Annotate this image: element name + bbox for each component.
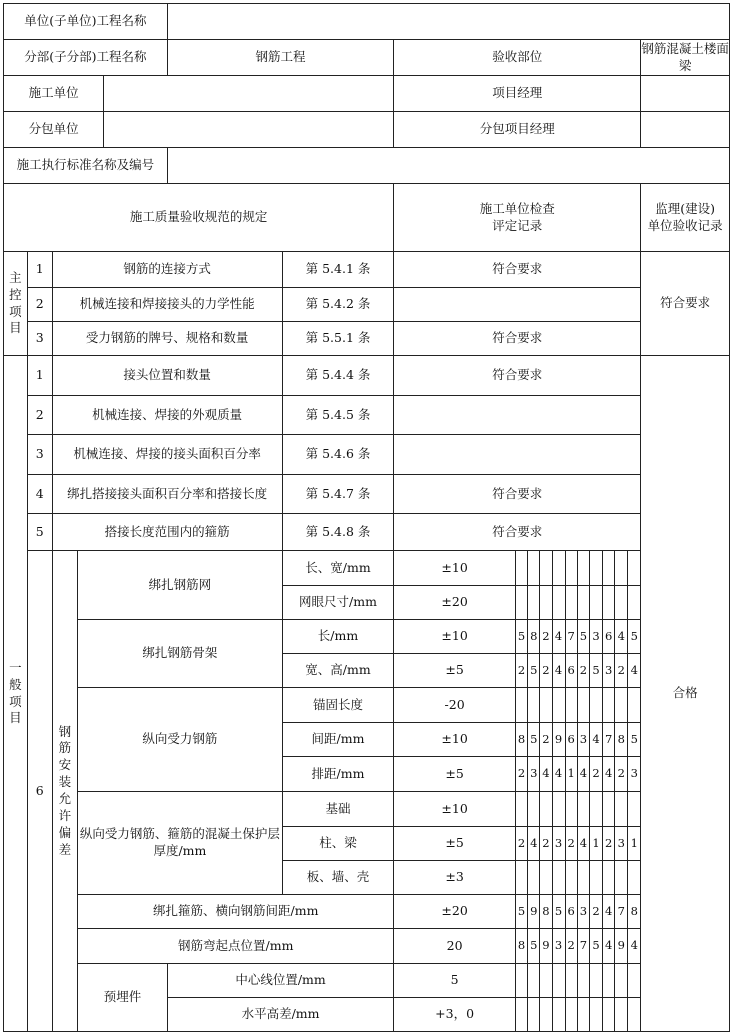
contractor-record[interactable] [394,435,641,475]
measurement-cell[interactable] [540,998,552,1032]
project-manager-label: 项目经理 [394,76,641,112]
measurement-cell[interactable]: 3 [528,757,540,792]
tolerance: ±20 [394,895,516,929]
measurement-cell[interactable] [552,861,565,895]
measurement-cell[interactable]: 9 [552,723,565,757]
measurement-cell[interactable] [528,551,540,586]
measurement-cell[interactable] [552,964,565,998]
general-group-label: 一 般 项 目 [4,356,28,1032]
standard-label: 施工执行标准名称及编号 [4,148,168,184]
deviation-item: 柱、梁 [282,827,394,861]
measurement-cell[interactable]: 2 [515,757,527,792]
contractor-record[interactable]: 符合要求 [394,514,641,551]
measurement-cell[interactable]: 2 [515,827,527,861]
measurement-cell[interactable]: 4 [552,620,565,654]
measurement-cell[interactable]: 2 [603,827,615,861]
measurement-cell[interactable]: 5 [577,620,589,654]
measurement-cell[interactable]: 5 [528,929,540,964]
contractor-record[interactable]: 符合要求 [394,322,641,356]
deviation-item: 绑扎箍筋、横向钢筋间距/mm [78,895,394,929]
subcontractor-label: 分包单位 [4,112,104,148]
measurement-cell[interactable] [565,586,577,620]
clause-ref: 第 5.4.4 条 [282,356,394,396]
measurement-cell[interactable] [615,792,628,827]
subproject-label: 分部(子分部)工程名称 [4,40,168,76]
measurement-cell[interactable] [552,688,565,723]
measurement-cell[interactable]: 4 [628,929,641,964]
general-item-row [4,514,730,551]
item-description: 搭接长度范围内的箍筋 [52,514,282,551]
measurement-cell[interactable]: 4 [628,654,641,688]
measurement-cell[interactable]: 1 [628,827,641,861]
item-description: 绑扎搭接接头面积百分率和搭接长度 [52,475,282,514]
measurement-cell[interactable]: 5 [528,654,540,688]
item-number: 1 [27,252,52,288]
acceptance-part-field[interactable]: 钢筋混凝土楼面梁 [641,40,730,76]
measurement-cell[interactable] [628,586,641,620]
subcontractor-field[interactable] [104,112,394,148]
measurement-cell[interactable]: 8 [615,723,628,757]
measurement-cell[interactable]: 2 [577,654,589,688]
measurement-cell[interactable] [552,998,565,1032]
deviation-row [4,895,730,929]
measurement-cell[interactable] [565,998,577,1032]
measurement-cell[interactable] [552,586,565,620]
measurement-cell[interactable] [577,586,589,620]
measurement-cell[interactable] [628,792,641,827]
contractor-field[interactable] [104,76,394,112]
tolerance: ±10 [394,620,516,654]
measurement-cell[interactable] [589,688,602,723]
measurement-cell[interactable]: 1 [565,757,577,792]
sub-project-manager-field[interactable] [641,112,730,148]
measurement-cell[interactable]: 2 [615,654,628,688]
row-subproject [4,40,730,76]
measurement-cell[interactable]: 1 [589,827,602,861]
measurement-cell[interactable] [589,998,602,1032]
measurement-cell[interactable]: 7 [577,929,589,964]
supervisor-header-line1: 监理(建设) [655,200,716,216]
measurement-cell[interactable] [565,688,577,723]
tolerance: ±10 [394,723,516,757]
tolerance: ±20 [394,586,516,620]
deviation-row [4,792,730,827]
measurement-cell[interactable] [628,688,641,723]
measurement-cell[interactable]: 3 [603,654,615,688]
deviation-item: 水平高差/mm [167,998,394,1032]
contractor-check-header-line1: 施工单位检查 [479,200,555,216]
measurement-cell[interactable] [628,551,641,586]
clause-ref: 第 5.5.1 条 [282,322,394,356]
measurement-cell[interactable] [552,551,565,586]
measurement-cell[interactable] [589,792,602,827]
measurement-cell[interactable] [615,964,628,998]
measurement-cell[interactable]: 7 [603,723,615,757]
measurement-cell[interactable]: 4 [552,654,565,688]
tolerance: ±3 [394,861,516,895]
measurement-cell[interactable] [589,551,602,586]
tolerance: ±5 [394,654,516,688]
measurement-cell[interactable]: 7 [615,895,628,929]
measurement-cell[interactable]: 2 [540,654,552,688]
item-description: 机械连接和焊接接头的力学性能 [52,288,282,322]
measurement-cell[interactable] [540,551,552,586]
deviation-item: 中心线位置/mm [167,964,394,998]
contractor-record[interactable]: 符合要求 [394,356,641,396]
supervisor-result[interactable]: 合格 [641,356,730,1032]
measurement-cell[interactable]: 8 [528,620,540,654]
measurement-cell[interactable] [565,792,577,827]
general-item-row [4,435,730,475]
measurement-cell[interactable] [589,861,602,895]
measurement-cell[interactable] [528,792,540,827]
project-name-field[interactable] [167,4,729,40]
item-description: 接头位置和数量 [52,356,282,396]
clause-ref: 第 5.4.5 条 [282,396,394,435]
item-description: 机械连接、焊接的接头面积百分率 [52,435,282,475]
project-name-label: 单位(子单位)工程名称 [4,4,168,40]
deviation-row [4,964,730,998]
measurement-cell[interactable] [577,688,589,723]
measurement-cell[interactable] [603,688,615,723]
deviation-item: 长/mm [282,620,394,654]
measurement-cell[interactable] [577,998,589,1032]
clause-ref: 第 5.4.6 条 [282,435,394,475]
measurement-cell[interactable] [528,688,540,723]
item-description: 受力钢筋的牌号、规格和数量 [52,322,282,356]
tolerance: ±10 [394,792,516,827]
item-number: 3 [27,322,52,356]
measurement-cell[interactable] [577,861,589,895]
item-number: 2 [27,288,52,322]
general-item-row [4,356,730,396]
deviation-item: 间距/mm [282,723,394,757]
measurement-cell[interactable] [540,964,552,998]
deviation-item: 排距/mm [282,757,394,792]
deviation-group-name: 纵向受力钢筋、箍筋的混凝土保护层厚度/mm [78,792,283,895]
tolerance: ±5 [394,827,516,861]
tolerance: ±10 [394,551,516,586]
measurement-cell[interactable]: 7 [565,620,577,654]
measurement-cell[interactable] [515,964,527,998]
measurement-cell[interactable] [540,861,552,895]
contractor-record[interactable]: 符合要求 [394,475,641,514]
measurement-cell[interactable]: 8 [515,929,527,964]
item-number: 5 [27,514,52,551]
measurement-cell[interactable]: 5 [515,620,527,654]
measurement-cell[interactable]: 8 [540,895,552,929]
row-column-headers [4,184,730,252]
contractor-check-header [394,184,641,252]
standard-field[interactable] [167,148,729,184]
row-contractor [4,76,730,112]
measurement-cell[interactable]: 2 [540,620,552,654]
measurement-cell[interactable] [552,792,565,827]
measurement-cell[interactable] [577,964,589,998]
item-description: 钢筋的连接方式 [52,252,282,288]
measurement-cell[interactable] [540,586,552,620]
measurement-cell[interactable] [603,861,615,895]
clause-ref: 第 5.4.7 条 [282,475,394,514]
measurement-cell[interactable]: 4 [577,827,589,861]
measurement-cell[interactable] [528,586,540,620]
measurement-cell[interactable]: 4 [603,895,615,929]
measurement-cell[interactable] [603,964,615,998]
deviation-item: 锚固长度 [282,688,394,723]
measurement-cell[interactable]: 6 [565,723,577,757]
measurement-cell[interactable]: 3 [628,757,641,792]
measurement-cell[interactable]: 2 [515,654,527,688]
row-standard [4,148,730,184]
item6-number: 6 [27,551,52,1032]
measurement-cell[interactable] [603,998,615,1032]
deviation-item: 宽、高/mm [282,654,394,688]
embed-group-name: 预埋件 [78,964,168,1032]
measurement-cell[interactable]: 4 [528,827,540,861]
measurement-cell[interactable]: 3 [615,827,628,861]
measurement-cell[interactable] [589,586,602,620]
measurement-cell[interactable] [515,792,527,827]
item-number: 2 [27,396,52,435]
measurement-cell[interactable]: 3 [577,723,589,757]
tolerance: ±5 [394,757,516,792]
supervisor-result[interactable]: 符合要求 [641,252,730,356]
measurement-cell[interactable]: 8 [515,723,527,757]
main-item-row [4,322,730,356]
measurement-cell[interactable] [565,861,577,895]
measurement-cell[interactable]: 4 [552,757,565,792]
tolerance: -20 [394,688,516,723]
measurement-cell[interactable] [603,551,615,586]
item6-label: 钢 筋 安 装 允 许 偏 差 [52,551,78,1032]
deviation-group-name: 纵向受力钢筋 [78,688,283,792]
measurement-cell[interactable] [565,964,577,998]
row-project-name [4,4,730,40]
measurement-cell[interactable]: 5 [628,723,641,757]
clause-ref: 第 5.4.8 条 [282,514,394,551]
contractor-check-header-line2: 评定记录 [492,217,543,233]
measurement-cell[interactable]: 4 [589,723,602,757]
spec-column-header: 施工质量验收规范的规定 [4,184,394,252]
subproject-field[interactable]: 钢筋工程 [167,40,394,76]
measurement-cell[interactable] [615,998,628,1032]
supervisor-header [641,184,730,252]
tolerance: 5 [394,964,516,998]
measurement-cell[interactable] [515,586,527,620]
measurement-cell[interactable]: 4 [615,620,628,654]
deviation-item: 网眼尺寸/mm [282,586,394,620]
measurement-cell[interactable]: 2 [565,827,577,861]
measurement-cell[interactable] [628,998,641,1032]
steel-bar-inspection-table [3,3,730,1032]
measurement-cell[interactable] [615,688,628,723]
measurement-cell[interactable]: 4 [603,757,615,792]
measurement-cell[interactable] [528,964,540,998]
supervisor-header-line2: 单位验收记录 [647,217,723,233]
deviation-row [4,551,730,586]
tolerance: +3，0 [394,998,516,1032]
measurement-cell[interactable]: 5 [515,895,527,929]
measurement-cell[interactable] [615,551,628,586]
contractor-label: 施工单位 [4,76,104,112]
measurement-cell[interactable]: 8 [628,895,641,929]
measurement-cell[interactable]: 5 [589,929,602,964]
measurement-cell[interactable] [603,586,615,620]
measurement-cell[interactable]: 9 [615,929,628,964]
measurement-cell[interactable]: 3 [577,895,589,929]
measurement-cell[interactable] [628,964,641,998]
measurement-cell[interactable]: 5 [589,654,602,688]
acceptance-part-label: 验收部位 [394,40,641,76]
measurement-cell[interactable]: 3 [589,620,602,654]
contractor-record[interactable] [394,396,641,435]
item-number: 3 [27,435,52,475]
measurement-cell[interactable]: 6 [603,620,615,654]
main-group-label: 主 控 项 目 [4,252,28,356]
measurement-cell[interactable]: 2 [565,929,577,964]
main-item-row [4,288,730,322]
deviation-row [4,620,730,654]
item-description: 机械连接、焊接的外观质量 [52,396,282,435]
measurement-cell[interactable] [540,792,552,827]
item-number: 1 [27,356,52,396]
measurement-cell[interactable] [540,688,552,723]
measurement-cell[interactable] [589,964,602,998]
measurement-cell[interactable] [577,551,589,586]
main-item-row [4,252,730,288]
measurement-cell[interactable]: 5 [528,723,540,757]
measurement-cell[interactable] [515,861,527,895]
measurement-cell[interactable]: 2 [615,757,628,792]
measurement-cell[interactable]: 5 [552,895,565,929]
measurement-cell[interactable]: 4 [577,757,589,792]
deviation-item: 板、墙、壳 [282,861,394,895]
measurement-cell[interactable] [565,551,577,586]
measurement-cell[interactable]: 3 [552,929,565,964]
deviation-group-name: 绑扎钢筋骨架 [78,620,283,688]
measurement-cell[interactable] [603,792,615,827]
measurement-cell[interactable]: 2 [540,827,552,861]
general-item-row [4,396,730,435]
measurement-cell[interactable] [515,688,527,723]
measurement-cell[interactable]: 6 [565,895,577,929]
deviation-item: 长、宽/mm [282,551,394,586]
deviation-item: 钢筋弯起点位置/mm [78,929,394,964]
measurement-cell[interactable]: 4 [540,757,552,792]
deviation-item: 基础 [282,792,394,827]
measurement-cell[interactable]: 2 [540,723,552,757]
tolerance: 20 [394,929,516,964]
row-subcontractor [4,112,730,148]
contractor-record[interactable] [394,288,641,322]
measurement-cell[interactable]: 2 [589,757,602,792]
measurement-cell[interactable] [515,551,527,586]
deviation-row [4,688,730,723]
measurement-cell[interactable]: 2 [589,895,602,929]
measurement-cell[interactable]: 9 [528,895,540,929]
measurement-cell[interactable]: 9 [540,929,552,964]
contractor-record[interactable]: 符合要求 [394,252,641,288]
item-number: 4 [27,475,52,514]
measurement-cell[interactable] [515,998,527,1032]
measurement-cell[interactable] [615,586,628,620]
measurement-cell[interactable]: 6 [565,654,577,688]
general-item-row [4,475,730,514]
measurement-cell[interactable] [628,861,641,895]
measurement-cell[interactable] [528,998,540,1032]
measurement-cell[interactable] [615,861,628,895]
project-manager-field[interactable] [641,76,730,112]
deviation-group-name: 绑扎钢筋网 [78,551,283,620]
measurement-cell[interactable]: 3 [552,827,565,861]
clause-ref: 第 5.4.1 条 [282,252,394,288]
measurement-cell[interactable]: 5 [628,620,641,654]
sub-project-manager-label: 分包项目经理 [394,112,641,148]
measurement-cell[interactable] [528,861,540,895]
measurement-cell[interactable] [577,792,589,827]
clause-ref: 第 5.4.2 条 [282,288,394,322]
deviation-row [4,929,730,964]
measurement-cell[interactable]: 4 [603,929,615,964]
